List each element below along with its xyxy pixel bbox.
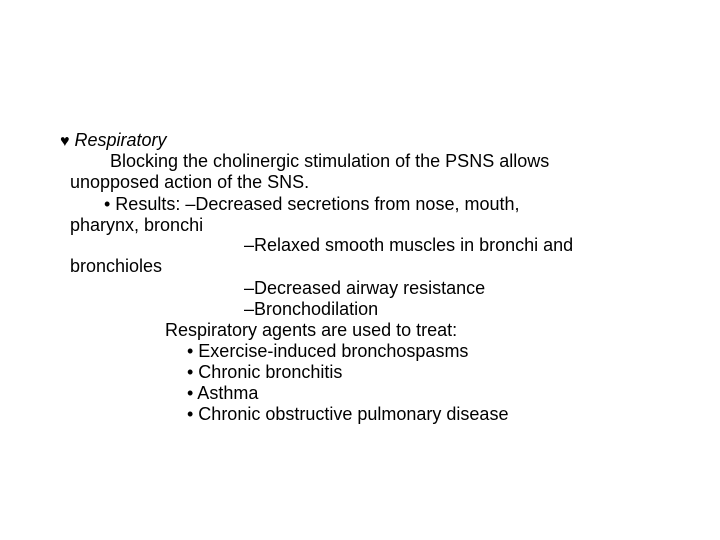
heading-title: Respiratory [74,130,167,150]
relaxed-line-2: bronchioles [70,256,163,276]
airway-resistance-line: –Decreased airway resistance [244,278,486,298]
treat-item: • Chronic bronchitis [187,362,343,382]
treat-item: • Exercise-induced bronchospasms [187,341,469,361]
section-heading [60,130,167,152]
results-line-1: • Results: –Decreased secretions from nose, mouth, [104,194,520,214]
treat-item: • Chronic obstructive pulmonary disease [187,404,509,424]
agents-intro-line: Respiratory agents are used to treat: [165,320,458,340]
results-line-2: pharynx, bronchi [70,215,204,235]
heart-bullet-icon: ♥ [60,133,70,150]
intro-line-2: unopposed action of the SNS. [70,172,310,192]
relaxed-line-1: –Relaxed smooth muscles in bronchi and [244,235,574,255]
treat-item: • Asthma [187,383,259,403]
intro-line-1: Blocking the cholinergic stimulation of the PSNS allows [110,151,550,171]
bronchodilation-line: –Bronchodilation [244,299,379,319]
